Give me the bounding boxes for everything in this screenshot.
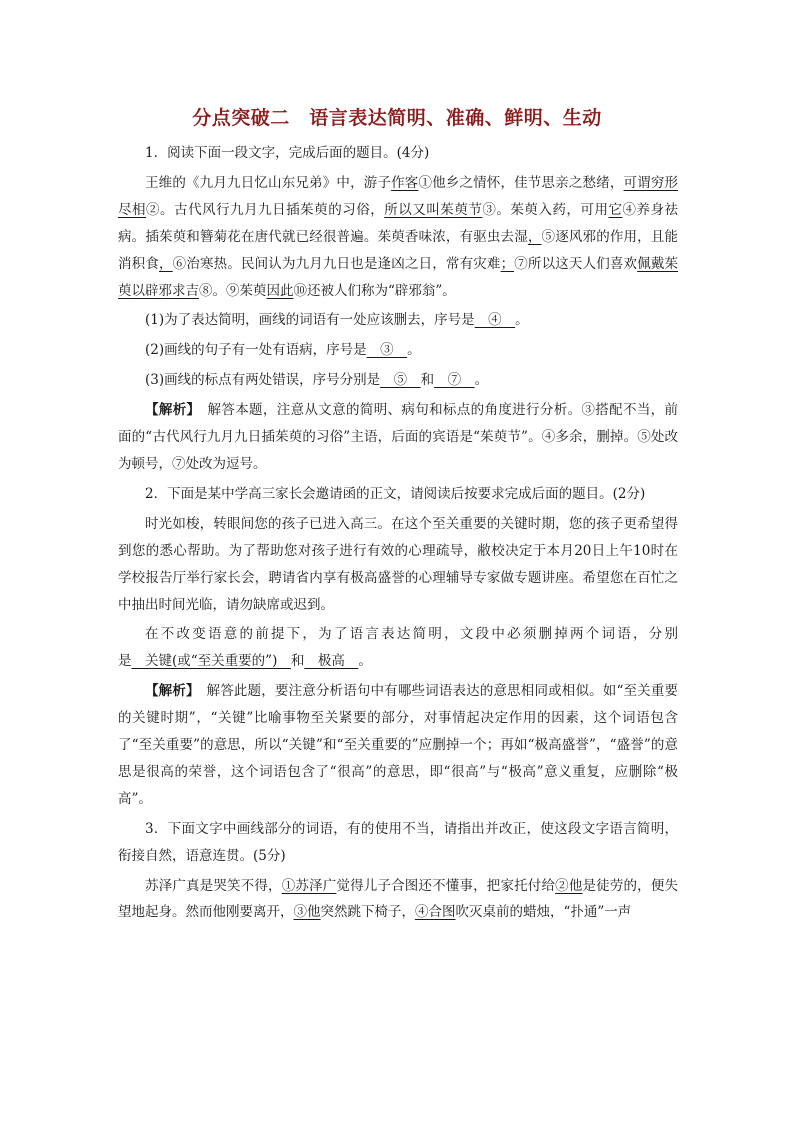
- answer-blank: ③: [366, 342, 408, 359]
- document-body: [118, 140, 678, 926]
- underlined-term: 作客: [391, 174, 419, 191]
- answer-blank: 关键(或“至关重要的”): [131, 653, 291, 670]
- page-title: 分点突破二 语言表达简明、准确、鲜明、生动: [192, 107, 602, 129]
- underlined-sentence: 所以又叫茱萸节: [384, 201, 483, 218]
- question-3-passage: 苏泽广真是哭笑不得，①苏泽广觉得儿子合图还不懂事，把家托付给②他是徒劳的，便失望地起身。然而他刚要离开，③他突然跳下椅子，④合图吹灭桌前的蜡烛，“扑通”一声: [118, 877, 679, 921]
- question-2-prompt: 2．下面是某中学高三家长会邀请函的正文，请阅读后按要求完成后面的题目。(2分): [145, 485, 646, 502]
- question-2-question: 在不改变语意的前提下，为了语言表达简明，文段中必须删掉两个词语，分别是 关键(或“至关重要的”) 和 极高 。: [118, 626, 678, 670]
- underlined-punctuation: ；: [500, 255, 515, 272]
- underlined-term: 它: [608, 201, 623, 218]
- answer-blank: ⑤: [380, 372, 421, 389]
- question-2-passage: 时光如梭，转眼间您的孩子已进入高三。在这个至关重要的关键时期，您的孩子更希望得到您的悉心帮助。为了帮助您对孩子进行有效的心理疏导，敝校决定于本月20日上午10时在学校报告厅举行家长会，聘请省内享有极高盛誉的心理辅导专家做专题讲座。希望您在百忙之中抽出时间光临，请勿缺席或迟到。: [118, 515, 678, 613]
- analysis-tag: 【解析】: [145, 402, 194, 419]
- underlined-term: ④合图: [415, 904, 456, 921]
- underlined-sentence: 佩戴茱萸以辟邪求吉: [118, 255, 679, 299]
- underlined-punctuation: ，: [527, 228, 542, 245]
- answer-blank: ④: [474, 312, 516, 329]
- underlined-term: ②他: [555, 877, 583, 894]
- underlined-punctuation: ，: [159, 255, 173, 272]
- answer-blank: ⑦: [434, 372, 475, 389]
- underlined-term: ③他: [293, 904, 321, 921]
- underlined-term: 因此: [266, 282, 294, 299]
- question-1-prompt: 1．阅读下面一段文字，完成后面的题目。(4分): [145, 145, 430, 161]
- question-2-analysis: 【解析】 解答此题，要注意分析语句中有哪些词语表达的意思相同或相似。如“至关重要的关键时期”，“关键”比喻事物至关紧要的部分，对事情起决定作用的因素，这个词语包含了“至关重要”的意思，所以“关键”和“至关重要的”应删掉一个；再如“极高盛誉”，“盛誉”的意思是很高的荣誉，这个词语包含了“很高”的意思，即“很高”与“极高”意义重复，应删除“极高”。: [118, 683, 678, 807]
- question-1-passage: 王维的《九月九日忆山东兄弟》中，游子作客①他乡之情怀，佳节思亲之愁绪，可谓穷形尽相②。古代风行九月九日插茱萸的习俗，所以又叫茱萸节③。茱萸入药，可用它④养身祛病。插茱萸和簪菊花在唐代就已经很普遍。茱萸香味浓，有驱虫去湿，⑤逐风邪的作用，且能消积食，⑥治寒热。民间认为九月九日也是逢凶之日，常有灾难；⑦所以这天人们喜欢佩戴茱萸以辟邪求吉⑧。⑨茱萸因此⑩还被人们称为“辟邪翁”。: [118, 174, 679, 299]
- question-1-sub-1: (1)为了表达简明，画线的词语有一处应该删去，序号是 ④ 。: [145, 312, 529, 329]
- question-1-sub-3: (3)画线的标点有两处错误，序号分别是 ⑤ 和 ⑦ 。: [145, 372, 489, 389]
- analysis-tag: 【解析】: [145, 683, 193, 700]
- question-3-prompt: 3．下面文字中画线部分的词语，有的使用不当，请指出并改正，使这段文字语言简明，衔接自然，语意连贯。(5分): [118, 820, 678, 864]
- underlined-term: 可谓穷形尽相: [118, 174, 679, 218]
- question-1-sub-2: (2)画线的句子有一处有语病，序号是 ③ 。: [145, 342, 421, 359]
- underlined-term: ①苏泽广: [281, 877, 337, 894]
- answer-blank: 极高: [304, 653, 359, 670]
- question-1-analysis: 【解析】 解答本题，注意从文意的简明、病句和标点的角度进行分析。③搭配不当，前面的“古代风行九月九日插茱萸的习俗”主语，后面的宾语是“茱萸节”。④多余，删掉。⑤处改为顿号，⑦处改为逗号。: [118, 402, 679, 472]
